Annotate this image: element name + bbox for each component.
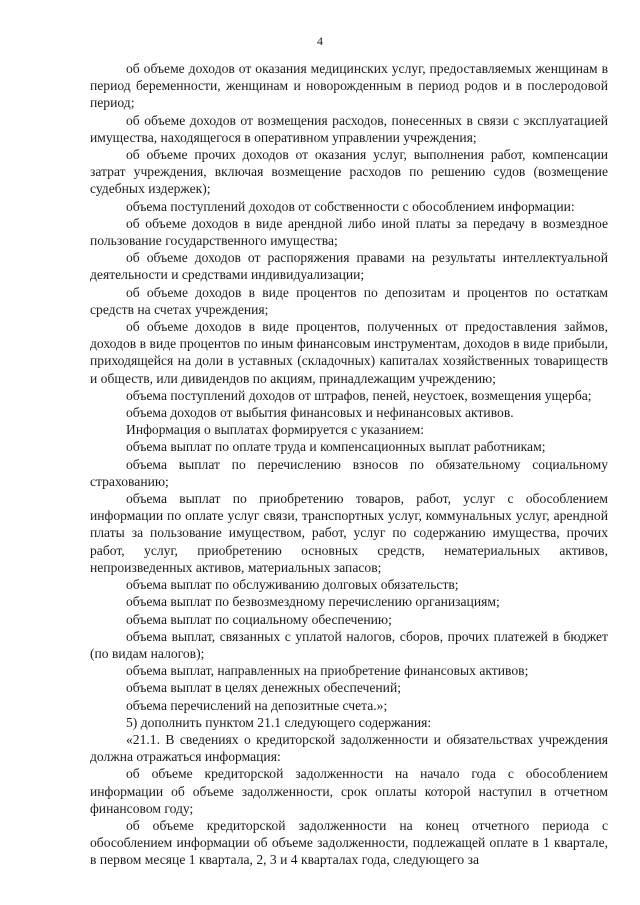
paragraph: Информация о выплатах формируется с указанием: — [126, 422, 425, 438]
paragraph: объема выплат, направленных на приобретение финансовых активов; — [126, 663, 529, 679]
paragraph: объема выплат, связанных с уплатой налогов, сборов, прочих платежей в бюджет (по видам налогов); — [90, 628, 608, 661]
paragraph: объема выплат по приобретению товаров, работ, услуг с обособлением информации по оплате услуг связи, транспортных услуг, коммунальных услуг, арендной платы за пользование имуществом, работ, услуг по содержанию имущества, прочих работ, услуг, приобретению основных средств, нематериальных активов, непроизведенных активов, материальных запасов; — [90, 491, 608, 575]
paragraph: объема выплат по перечислению взносов по обязательному социальному страхованию; — [90, 456, 608, 489]
paragraph: объема выплат по безвозмездному перечислению организациям; — [126, 594, 500, 610]
paragraph: объема поступлений доходов от собственности с обособлением информации: — [126, 198, 575, 214]
paragraph: об объеме доходов от оказания медицинских услуг, предоставляемых женщинам в период беременности, женщинам и новорожденным в период родов и в послеродовой период; — [90, 61, 608, 111]
paragraph: об объеме прочих доходов от оказания услуг, выполнения работ, компенсации затрат учреждения, включая возмещение расходов по решению судов (возмещение судебных издержек); — [90, 147, 608, 197]
paragraph: «21.1. В сведениях о кредиторской задолженности и обязательствах учреждения должна отражаться информация: — [90, 731, 608, 765]
paragraph: объема выплат по социальному обеспечению; — [126, 611, 392, 627]
paragraph: об объеме доходов от распоряжения правами на результаты интеллектуальной деятельности и средствами индивидуализации; — [90, 250, 608, 283]
paragraph: объема выплат по обслуживанию долговых обязательств; — [126, 577, 459, 593]
paragraph: об объеме доходов в виде процентов по депозитам и процентов по остаткам средств на счетах учреждения; — [90, 284, 608, 317]
paragraph: об объеме кредиторской задолженности на начало года с обособлением информации об объеме задолженности, срок оплаты которой наступил в отчетном финансовом году; — [90, 766, 608, 816]
paragraph: объема доходов от выбытия финансовых и нефинансовых активов. — [126, 405, 514, 421]
paragraph: объема выплат по оплате труда и компенсационных выплат работникам; — [126, 439, 546, 455]
paragraph: об объеме доходов в виде арендной либо иной платы за передачу в возмездное пользование государственного имущества; — [90, 215, 608, 249]
document-body — [90, 60, 608, 869]
paragraph: 5) дополнить пунктом 21.1 следующего содержания: — [126, 714, 432, 730]
page-number: 4 — [317, 34, 323, 48]
paragraph: объема поступлений доходов от штрафов, пеней, неустоек, возмещения ущерба; — [126, 387, 592, 403]
paragraph: об объеме доходов в виде процентов, полученных от предоставления займов, доходов в виде процентов по иным финансовым инструментам, доходов в виде прибыли, приходящейся на доли в уставных (складочных) капиталах хозяйственных товариществ и обществ, или дивидендов по акциям, принадлежащим учреждению; — [90, 319, 608, 386]
paragraph: об объеме доходов от возмещения расходов, понесенных в связи с эксплуатацией имущества, находящегося в оперативном управлении учреждения; — [90, 112, 608, 145]
paragraph: объема перечислений на депозитные счета.»; — [126, 697, 388, 713]
paragraph: об объеме кредиторской задолженности на конец отчетного периода с обособлением информации об объеме задолженности, подлежащей оплате в 1 квартале, в первом месяце 1 квартала, 2, 3 и 4 кварталах года, следующего за — [90, 817, 608, 868]
paragraph: объема выплат в целях денежных обеспечений; — [126, 680, 402, 696]
